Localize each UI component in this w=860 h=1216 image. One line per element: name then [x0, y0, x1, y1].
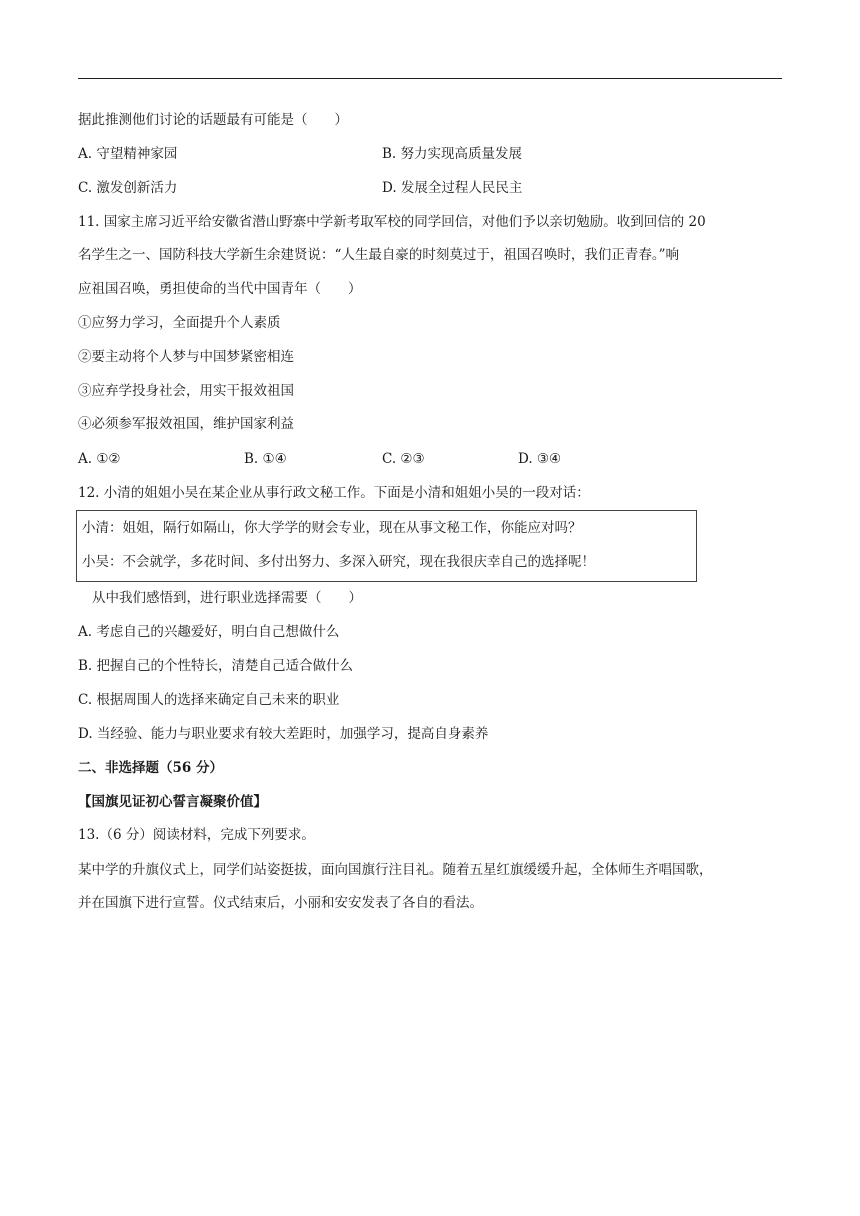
section-2-title: 二、非选择题（56 分） — [78, 760, 223, 776]
q12-dialog-line-1: 小清：姐姐，隔行如隔山，你大学学的财会专业，现在从事文秘工作，你能应对吗？ — [82, 520, 582, 536]
q11-option-b: B. ①④ — [244, 451, 287, 467]
q11-option-c: C. ②③ — [382, 451, 425, 467]
q12-dialog-box — [76, 510, 697, 582]
q12-option-c: C. 根据周围人的选择来确定自己未来的职业 — [78, 692, 340, 708]
q13-material-line-2: 并在国旗下进行宣誓。仪式结束后，小丽和安安发表了各自的看法。 — [78, 895, 483, 911]
q11-option-a: A. ①② — [78, 451, 121, 467]
q12-option-b: B. 把握自己的个性特长，清楚自己适合做什么 — [78, 658, 354, 674]
q10-option-c: C. 激发创新活力 — [78, 180, 178, 196]
q10-option-d: D. 发展全过程人民民主 — [382, 180, 523, 196]
q12-option-d: D. 当经验、能力与职业要求有较大差距时，加强学习，提高自身素养 — [78, 726, 489, 742]
q10-stem: 据此推测他们讨论的话题最有可能是（ ） — [78, 112, 348, 128]
q11-stem-line-2: 名学生之一、国防科技大学新生余建贤说：“人生最自豪的时刻莫过于，祖国召唤时，我们正青春。”响 — [78, 247, 680, 263]
section-2-subtitle: 【国旗见证初心誓言凝聚价值】 — [78, 794, 267, 810]
q11-stem-line-3: 应祖国召唤，勇担使命的当代中国青年（ ） — [78, 281, 362, 297]
q12-stem: 12. 小清的姐姐小吴在某企业从事行政文秘工作。下面是小清和姐姐小吴的一段对话： — [78, 485, 590, 501]
q13-material-line-1: 某中学的升旗仪式上，同学们站姿挺拔，面向国旗行注目礼。随着五星红旗缓缓升起，全体师生齐唱国歌， — [78, 862, 713, 878]
q12-option-a: A. 考虑自己的兴趣爱好，明白自己想做什么 — [78, 624, 340, 640]
q11-statement-2: ②要主动将个人梦与中国梦紧密相连 — [78, 349, 294, 365]
q13-stem: 13.（6 分）阅读材料，完成下列要求。 — [78, 827, 315, 843]
q12-dialog-line-2: 小吴：不会就学，多花时间、多付出努力、多深入研究，现在我很庆幸自己的选择呢！ — [82, 554, 595, 570]
q11-statement-4: ④必须参军报效祖国，维护国家利益 — [78, 416, 294, 432]
q11-option-d: D. ③④ — [518, 451, 562, 467]
q11-statement-3: ③应弃学投身社会，用实干报效祖国 — [78, 383, 294, 399]
header-rule — [78, 78, 782, 79]
q11-stem-line-1: 11. 国家主席习近平给安徽省潜山野寨中学新考取军校的同学回信，对他们予以亲切勉励。收到回信的 20 — [78, 214, 706, 230]
q11-statement-1: ①应努力学习，全面提升个人素质 — [78, 315, 281, 331]
q10-option-b: B. 努力实现高质量发展 — [382, 146, 523, 162]
q10-option-a: A. 守望精神家园 — [78, 146, 178, 162]
q12-question: 从中我们感悟到，进行职业选择需要（ ） — [92, 590, 362, 606]
